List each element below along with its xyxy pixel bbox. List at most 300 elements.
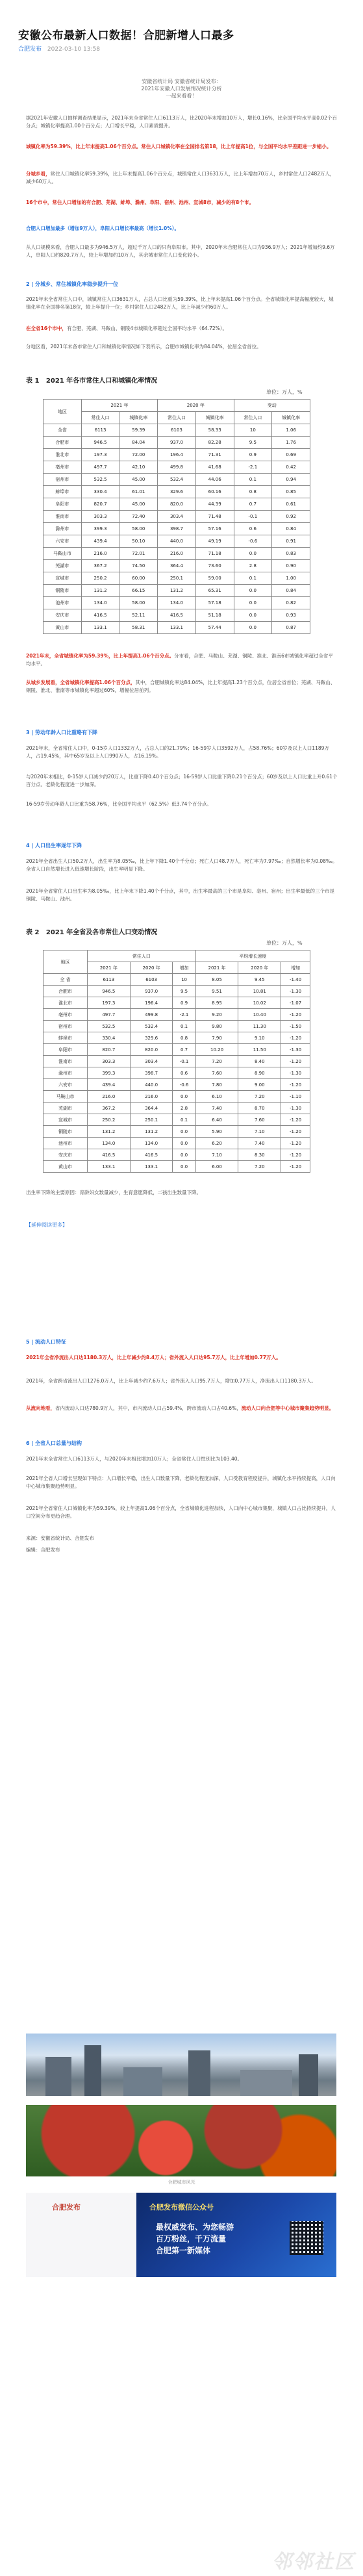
article-title: 安徽公布最新人口数据！合肥新增人口最多 — [18, 29, 234, 42]
table-cell: 58.31 — [119, 622, 158, 634]
table-cell: 45.00 — [119, 498, 158, 511]
table-cell: 416.5 — [158, 609, 196, 622]
table-row — [44, 535, 310, 548]
paragraph-9: 分地区看，2021年末各市常住人口和城镇化率情况如下表所示，合肥市城镇化率为84.04%，位居全省首位。 — [26, 344, 262, 350]
table-cell: 0.0 — [234, 548, 272, 560]
table-row — [44, 474, 310, 486]
table-cell: 8.30 — [238, 1149, 281, 1161]
table-cell: 329.6 — [158, 486, 196, 498]
table-cell: 8.70 — [238, 1103, 281, 1114]
table-cell: 439.4 — [81, 535, 119, 548]
article-meta — [18, 44, 100, 53]
table-cell: 9.20 — [195, 1009, 238, 1021]
table-cell: 49.19 — [195, 535, 234, 548]
table-cell: -1.20 — [281, 1009, 310, 1021]
table-1-header-change: 变动 — [234, 400, 310, 412]
table-cell: 1.00 — [272, 572, 310, 585]
table-cell: 蚌埠市 — [44, 1032, 88, 1044]
paragraph-15: 2021年全省出生人口50.2万人，出生率为8.05‰，比上年下降1.40个千分点；死亡人口48.7万人，死亡率为7.97‰；自然增长率为0.08‰。全省人口自然增长进入低速增长阶段，出生率明显下降。 — [26, 858, 338, 872]
table-1-unit: 单位：万人，% — [266, 389, 303, 395]
table-cell: 71.31 — [195, 449, 234, 461]
paragraph-13: 与2020年末相比，0-15岁人口减少约20万人，比重下降0.40个百分点；16-59岁人口比重下降0.21个百分点；60岁及以上人口比重上升0.61个百分点。老龄化程度进一步加深。 — [26, 774, 338, 787]
paragraph-16: 2021年全省常住人口出生率为8.05‰，比上年末下降1.40个千分点，其中，出生率最高的三个市是阜阳、亳州、宿州；出生率最低的三个市是铜陵、马鞍山、池州。 — [26, 888, 335, 902]
table-cell: 7.20 — [238, 1091, 281, 1103]
table-cell: 82.28 — [195, 437, 234, 449]
table-cell: 57.44 — [195, 622, 234, 634]
table-cell: 60.16 — [195, 486, 234, 498]
paragraph-11-body: 其中，合肥城镇化率达84.04%，比上年提高1.23个百分点，位居全省首位；芜湖、马鞍山、铜陵、淮北、淮南等市城镇化率超过60%，增幅位居前列。 — [26, 680, 336, 693]
table-cell: 820.7 — [87, 1044, 130, 1056]
banner-left-panel — [26, 2193, 136, 2277]
table-cell: -1.07 — [281, 997, 310, 1009]
table-cell: 74.50 — [119, 560, 158, 572]
table-cell: 66.15 — [119, 585, 158, 597]
table-cell: 330.4 — [87, 1032, 130, 1044]
banner-right-panel — [136, 2193, 336, 2277]
table-cell: 133.1 — [81, 622, 119, 634]
table-1-title — [26, 375, 157, 385]
table-cell: 133.1 — [87, 1161, 130, 1173]
table-cell: -0.1 — [234, 511, 272, 523]
table-cell: 10 — [173, 974, 195, 986]
table-cell: 0.94 — [272, 474, 310, 486]
table-cell: 9.00 — [238, 1079, 281, 1091]
paragraph-22: 2021年全省人口增长呈现如下特点：人口增长平稳，出生人口数量下降，老龄化程度加深，人口受教育程度提升，城镇化水平持续提高，人口向中心城市集聚趋势明显。 — [26, 1475, 336, 1489]
table-cell: 250.1 — [158, 572, 196, 585]
table-cell: 铜陵市 — [44, 1126, 88, 1138]
table-1-header-2020: 2020 年 — [158, 400, 234, 412]
paragraph-6: 从人口规模来看，合肥人口最多为946.5万人，超过千万人口的只有阜阳市。其中，2020年末合肥常住人口为936.9万人；2021年增加约9.6万人，阜阳人口约820.7万人，较上年增加约10万人，其余城市常住人口变化较小。 — [26, 244, 335, 258]
table-1-header-2021: 2021 年 — [81, 400, 157, 412]
table-cell: -2.1 — [234, 461, 272, 474]
table-cell: 10.02 — [238, 997, 281, 1009]
table-cell: 303.3 — [87, 1056, 130, 1067]
table2-subheader: 增加 — [173, 962, 195, 974]
table-cell: 9.5 — [234, 437, 272, 449]
table-cell: 946.5 — [81, 437, 119, 449]
table-cell: 42.10 — [119, 461, 158, 474]
table-cell: 197.3 — [81, 449, 119, 461]
table-row — [44, 486, 310, 498]
table-cell: 0.8 — [173, 1032, 195, 1044]
table-cell: 0.90 — [272, 560, 310, 572]
table-cell: 9.10 — [238, 1032, 281, 1044]
table-2-title — [26, 926, 157, 936]
table-cell: 134.0 — [130, 1138, 173, 1149]
table1-subheader: 城镇化率 — [272, 412, 310, 424]
table-cell: 池州市 — [44, 1138, 88, 1149]
table-cell: 芜湖市 — [44, 1103, 88, 1114]
table-cell: 416.5 — [87, 1149, 130, 1161]
table-row — [44, 997, 310, 1009]
table-cell: 宣城市 — [44, 1114, 88, 1126]
table-cell: 安庆市 — [44, 609, 82, 622]
table-cell: 250.1 — [130, 1114, 173, 1126]
table-cell: 134.0 — [158, 597, 196, 609]
table-cell: 6.20 — [195, 1138, 238, 1149]
table-row — [44, 1021, 310, 1032]
table-cell: 7.40 — [238, 1138, 281, 1149]
intro-line-2: 2021年安徽人口发展情况统计分析 — [141, 86, 222, 92]
table-cell: 淮南市 — [44, 1056, 88, 1067]
table-cell: 497.7 — [87, 1009, 130, 1021]
paragraph-3 — [26, 170, 338, 185]
table-cell: 0.84 — [272, 523, 310, 535]
table-cell: 0.82 — [272, 597, 310, 609]
section-heading-6: 6 | 全省人口总量与结构 — [26, 1440, 82, 1446]
table-cell: 0.61 — [272, 498, 310, 511]
table-row — [44, 585, 310, 597]
table-2-header-region: 地区 — [44, 950, 88, 974]
table-2-label: 表 2 — [26, 929, 40, 936]
table-cell: 7.10 — [195, 1149, 238, 1161]
table-cell: 440.0 — [130, 1079, 173, 1091]
table-cell: 0.1 — [173, 1114, 195, 1126]
table-row — [44, 1056, 310, 1067]
fruit-field-image — [26, 2105, 336, 2176]
table-cell: 57.16 — [195, 523, 234, 535]
table-cell: 11.30 — [238, 1021, 281, 1032]
table-cell: 398.7 — [130, 1067, 173, 1079]
table-cell: 0.69 — [272, 449, 310, 461]
section-heading-5: 5 | 流动人口特征 — [26, 1339, 67, 1345]
paragraph-8-body: 有合肥、芜湖、马鞍山、铜陵4市城镇化率超过全国平均水平（64.72%）。 — [66, 325, 228, 331]
table1-subheader: 常住人口 — [81, 412, 119, 424]
table-cell: 216.0 — [130, 1091, 173, 1103]
table-1-header-region: 地区 — [44, 400, 82, 424]
paragraph-4: 16个市中，常住人口增加的有合肥、芜湖、蚌埠、滁州、阜阳、宿州、池州、宣城8市，减少的有8个市。 — [26, 199, 254, 205]
table-cell: 416.5 — [130, 1149, 173, 1161]
table2-subheader: 2021 年 — [195, 962, 238, 974]
table-cell: 阜阳市 — [44, 1044, 88, 1056]
table-cell: 532.4 — [130, 1021, 173, 1032]
table-cell: 9.80 — [195, 1021, 238, 1032]
table-cell: 亳州市 — [44, 1009, 88, 1021]
banner-line-2: 百万粉丝，千万流量 — [156, 2234, 227, 2243]
table-cell: 滁州市 — [44, 1067, 88, 1079]
table-cell: 5.90 — [195, 1126, 238, 1138]
table-cell: 44.39 — [195, 498, 234, 511]
table-row — [44, 511, 310, 523]
table2-subheader: 2021 年 — [87, 962, 130, 974]
table-cell: 0.84 — [272, 585, 310, 597]
table-cell: 937.0 — [130, 986, 173, 997]
banner-line-1: 最权威发布、为您畅游 — [156, 2223, 234, 2232]
table-cell: 367.2 — [87, 1103, 130, 1114]
table-cell: 马鞍山市 — [44, 1091, 88, 1103]
section-heading-4: 4 | 人口出生率逐年下降 — [26, 843, 82, 848]
table-cell: 9.51 — [195, 986, 238, 997]
table-cell: 0.1 — [234, 474, 272, 486]
table-row — [44, 1044, 310, 1056]
table-cell: 216.0 — [81, 548, 119, 560]
table-row — [44, 1091, 310, 1103]
paragraph-3-prefix: 分城乡看， — [26, 171, 51, 177]
article-author[interactable]: 合肥发布 — [18, 46, 42, 53]
table-cell: 0.0 — [173, 1149, 195, 1161]
table-cell: 52.11 — [119, 609, 158, 622]
table-2-header-growth: 平均增长速度 — [195, 950, 310, 962]
table-cell: 全省 — [44, 424, 82, 437]
table-cell: 蚌埠市 — [44, 486, 82, 498]
table-cell: 0.0 — [173, 1126, 195, 1138]
table-cell: 淮北市 — [44, 997, 88, 1009]
table-cell: 84.04 — [119, 437, 158, 449]
table-2-heading: 2021 年全省及各市常住人口变动情况 — [45, 929, 158, 936]
table-cell: 宿州市 — [44, 474, 82, 486]
table-cell: 六安市 — [44, 535, 82, 548]
table-cell: 937.0 — [158, 437, 196, 449]
table-cell: 0.0 — [234, 609, 272, 622]
table-cell: 61.01 — [119, 486, 158, 498]
table2-subheader: 增加 — [281, 962, 310, 974]
table-cell: 131.2 — [158, 585, 196, 597]
banner-title: 合肥发布微信公众号 — [149, 2203, 214, 2212]
table-cell: 58.33 — [195, 424, 234, 437]
table-cell: 1.76 — [272, 437, 310, 449]
table-cell: 池州市 — [44, 597, 82, 609]
table-cell: -1.30 — [281, 1044, 310, 1056]
table-row — [44, 1079, 310, 1091]
section-heading-3: 3 | 劳动年龄人口比重略有下降 — [26, 730, 98, 735]
qr-code-icon — [290, 2221, 323, 2255]
table-cell: -1.20 — [281, 1138, 310, 1149]
table-cell: 6113 — [87, 974, 130, 986]
table-cell: 416.5 — [81, 609, 119, 622]
table-cell: 0.6 — [234, 523, 272, 535]
table-cell: 10.81 — [238, 986, 281, 997]
table-cell: 0.9 — [234, 449, 272, 461]
table-cell: 499.8 — [158, 461, 196, 474]
table-cell: 330.4 — [81, 486, 119, 498]
table-cell: 58.00 — [119, 523, 158, 535]
table-cell: 73.60 — [195, 560, 234, 572]
paragraph-20-highlight: 流动人口向合肥等中心城市聚集趋势明显。 — [241, 1405, 334, 1411]
table-cell: 51.18 — [195, 609, 234, 622]
table-cell: 216.0 — [87, 1091, 130, 1103]
table-cell: 2.8 — [173, 1103, 195, 1114]
table-cell: 50.10 — [119, 535, 158, 548]
paragraph-19: 2021年，全省跨省流出人口1276.0万人，比上年减少约7.6万人；省外流入人口95.7万人，增加0.77万人，净流出人口1180.3万人。 — [26, 1378, 316, 1384]
table-cell: 7.90 — [195, 1032, 238, 1044]
table-cell: 滁州市 — [44, 523, 82, 535]
table-cell: 532.5 — [81, 474, 119, 486]
table-cell: 0.87 — [272, 622, 310, 634]
table-cell: 7.40 — [195, 1103, 238, 1114]
table-row — [44, 461, 310, 474]
paragraph-3-body: 常住人口城镇化率59.39%，比上年末提高1.06个百分点，城镇常住人口3631万人，比上年增加70万人，乡村常住人口2482万人，减少60万人。 — [26, 171, 335, 185]
table-cell: 全 省 — [44, 974, 88, 986]
table-cell: -1.20 — [281, 1032, 310, 1044]
table1-subheader: 城镇化率 — [119, 412, 158, 424]
table2-subheader: 2020 年 — [130, 962, 173, 974]
table-row — [44, 424, 310, 437]
table-row — [44, 572, 310, 585]
table-cell: 马鞍山市 — [44, 548, 82, 560]
table-cell: -1.20 — [281, 1114, 310, 1126]
table-cell: 7.60 — [238, 1114, 281, 1126]
table-cell: 黄山市 — [44, 622, 82, 634]
city-skyline-image — [26, 2034, 336, 2096]
paragraph-20-body: 省内流动人口达780.9万人，其中，市内流动人口占59.4%，跨市流动人口占40.6%， — [55, 1405, 242, 1411]
table-cell: 0.0 — [173, 1138, 195, 1149]
intro-note — [0, 78, 363, 99]
table-row — [44, 1032, 310, 1044]
table-cell: 0.93 — [272, 609, 310, 622]
site-watermark: 邻邻社区 — [272, 2551, 355, 2573]
table-cell: 合肥市 — [44, 986, 88, 997]
table-row — [44, 622, 310, 634]
table-cell: 532.4 — [158, 474, 196, 486]
table-cell: 820.7 — [81, 498, 119, 511]
paragraph-24: 来源：安徽省统计局、合肥发布 — [26, 1535, 94, 1541]
table-2-unit: 单位：万人，% — [266, 940, 303, 946]
table-cell: 8.40 — [238, 1056, 281, 1067]
table-row — [44, 449, 310, 461]
table-cell: -0.6 — [234, 535, 272, 548]
table-cell: 芜湖市 — [44, 560, 82, 572]
table-cell: 59.00 — [195, 572, 234, 585]
section-heading-2: 2 | 分城乡、常住城镇化率稳步提升一位 — [26, 281, 119, 287]
table-cell: 197.3 — [87, 997, 130, 1009]
paragraph-10-prefix: 2021年末，全省城镇化率为59.39%，比上年提高1.06个百分点。 — [26, 653, 175, 659]
intro-line-1: 安徽省统计局 安徽省统计局发布： — [142, 79, 221, 84]
table-cell: 6.00 — [195, 1161, 238, 1173]
table-cell: 0.92 — [272, 511, 310, 523]
table-row — [44, 1103, 310, 1114]
table-cell: 820.0 — [130, 1044, 173, 1056]
paragraph-21: 2021年末全省常住人口6113万人，与2020年末相比增加10万人；全省常住人口性别比为103.40。 — [26, 1456, 243, 1462]
table-cell: 10.40 — [238, 1009, 281, 1021]
table-cell: -1.50 — [281, 1021, 310, 1032]
table-row — [44, 1114, 310, 1126]
article-date: 2022-03-10 13:58 — [47, 46, 100, 53]
paragraph-10 — [26, 652, 338, 667]
table-cell: 0.83 — [272, 548, 310, 560]
table-cell: 0.0 — [173, 1161, 195, 1173]
table-cell: 0.0 — [173, 1091, 195, 1103]
table-cell: 131.2 — [81, 585, 119, 597]
table-cell: 亳州市 — [44, 461, 82, 474]
table-cell: 6.10 — [195, 1091, 238, 1103]
table-cell: 9.45 — [238, 974, 281, 986]
table-cell: -1.20 — [281, 1079, 310, 1091]
table-cell: 7.20 — [195, 1056, 238, 1067]
banner-logo: 合肥发布 — [52, 2203, 81, 2212]
table-cell: 364.4 — [130, 1103, 173, 1114]
table-cell: 133.1 — [130, 1161, 173, 1173]
paragraph-14: 16-59岁劳动年龄人口比重为58.76%，比全国平均水平（62.5%）低3.74个百分点。 — [26, 801, 212, 807]
table-cell: 阜阳市 — [44, 498, 82, 511]
table-cell: 303.4 — [130, 1056, 173, 1067]
table-cell: 57.18 — [195, 597, 234, 609]
table-cell: 367.2 — [81, 560, 119, 572]
table-2-header-population: 常住人口 — [87, 950, 195, 962]
table-row — [44, 609, 310, 622]
table-cell: 398.7 — [158, 523, 196, 535]
paragraph-1: 据2021年安徽人口抽样调查结果显示，2021年末全省常住人口6113万人，比2020年末增加10万人，增长0.16%，比全国平均水平高0.02个百分点；城镇化率提高1.00个百分点；人口增长平稳，人口素质提升。 — [26, 115, 337, 129]
paragraph-17: 出生率下降的主要原因：育龄妇女数量减少，生育意愿降低，二孩出生数量下降。 — [26, 1190, 201, 1195]
image-caption: 合肥城市风光 — [168, 2180, 195, 2185]
table-cell: 合肥市 — [44, 437, 82, 449]
table-cell: 133.1 — [158, 622, 196, 634]
paragraph-11-prefix: 从城乡发展看，全省城镇化率提高1.06个百分点， — [26, 680, 136, 685]
table2-subheader: 2020 年 — [238, 962, 281, 974]
read-more-link[interactable]: 【延伸阅读更多】 — [26, 1222, 68, 1228]
paragraph-7: 2021年末全省常住人口中，城镇常住人口3631万人，占总人口比重为59.39%，比上年末提高1.06个百分点。全省城镇化率提高幅度较大，城镇化率在全国排名第18位，较上年提升一位；乡村常住人口2482万人，比上年减少约60万人。 — [26, 296, 334, 310]
table1-subheader: 常住人口 — [234, 412, 272, 424]
table-cell: 10 — [234, 424, 272, 437]
table-cell: 60.00 — [119, 572, 158, 585]
table-cell: 六安市 — [44, 1079, 88, 1091]
table-cell: 72.40 — [119, 511, 158, 523]
table-cell: 364.4 — [158, 560, 196, 572]
table-cell: 946.5 — [87, 986, 130, 997]
table-cell: 8.95 — [195, 997, 238, 1009]
table-cell: 72.00 — [119, 449, 158, 461]
paragraph-18: 2021年全省净流出人口达1180.3万人，比上年减少约8.4万人；省外流入人口达95.7万人，比上年增加0.77万人。 — [26, 1355, 281, 1360]
table-cell: -1.30 — [281, 986, 310, 997]
paragraph-8 — [26, 325, 338, 333]
table-row — [44, 1161, 310, 1173]
table-cell: 宣城市 — [44, 572, 82, 585]
table-cell: 0.0 — [234, 622, 272, 634]
table-cell: 134.0 — [87, 1138, 130, 1149]
table-cell: 铜陵市 — [44, 585, 82, 597]
table-cell: 45.00 — [119, 474, 158, 486]
table-cell: -2.1 — [173, 1009, 195, 1021]
table-cell: 9.5 — [173, 986, 195, 997]
table-cell: 399.3 — [81, 523, 119, 535]
table-cell: 71.18 — [195, 548, 234, 560]
table-cell: -1.20 — [281, 1126, 310, 1138]
table-cell: 1.06 — [272, 424, 310, 437]
table-cell: 196.4 — [158, 449, 196, 461]
table-cell: 11.50 — [238, 1044, 281, 1056]
table-cell: 0.42 — [272, 461, 310, 474]
table-cell: 72.01 — [119, 548, 158, 560]
promo-banner[interactable] — [26, 2193, 336, 2277]
paragraph-2: 城镇化率为59.39%，比上年末提高1.06个百分点。常住人口城镇化率在全国排名第18，比上年提高1位，与全国平均水平差距进一步缩小。 — [26, 144, 332, 149]
table-cell: 0.1 — [234, 572, 272, 585]
table-cell: -1.20 — [281, 1056, 310, 1067]
table-cell: 0.9 — [173, 997, 195, 1009]
table-cell: 44.06 — [195, 474, 234, 486]
table-cell: 0.0 — [234, 585, 272, 597]
table-cell: 497.7 — [81, 461, 119, 474]
table-row — [44, 597, 310, 609]
banner-line-3: 合肥第一新媒体 — [156, 2246, 211, 2255]
table-cell: 6.40 — [195, 1114, 238, 1126]
paragraph-12: 2021年末，全省常住人口中，0-15岁人口1332万人，占总人口的21.79%；16-59岁人口3592万人，占58.76%；60岁及以上人口1189万人，占19.45%，其中65岁及以上人口990万人，占16.19%。 — [26, 745, 329, 759]
table-cell: 303.4 — [158, 511, 196, 523]
paragraph-23: 2021年全省常住人口城镇化率为59.39%，较上年提高1.06个百分点，全省城镇化进程加快，人口向中心城市集聚，城镇人口占比持续提升，人口空间分布更趋合理。 — [26, 1505, 336, 1519]
table-cell: 2.8 — [234, 560, 272, 572]
table-cell: 8.05 — [195, 974, 238, 986]
table-cell: -1.30 — [281, 1103, 310, 1114]
paragraph-8-prefix: 在全省16个市中， — [26, 325, 67, 331]
table-cell: 0.6 — [173, 1067, 195, 1079]
table-cell: 黄山市 — [44, 1161, 88, 1173]
table1-subheader: 城镇化率 — [195, 412, 234, 424]
table-row — [44, 1009, 310, 1021]
table-cell: -1.30 — [281, 1067, 310, 1079]
table-cell: -1.10 — [281, 1091, 310, 1103]
table-row — [44, 986, 310, 997]
table-cell: 131.2 — [130, 1126, 173, 1138]
table-row — [44, 974, 310, 986]
table-cell: 58.00 — [119, 597, 158, 609]
